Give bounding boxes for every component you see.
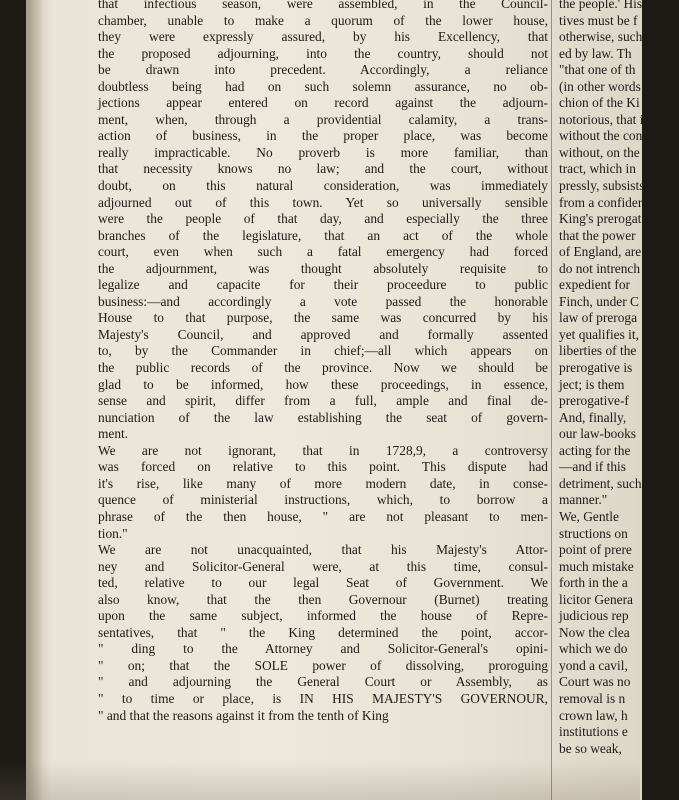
text-line: from a confider xyxy=(559,194,643,210)
text-line: crown law, h xyxy=(559,707,628,723)
text-line: action of business, in the proper place, was become xyxy=(98,128,548,144)
text-line: prerogative is xyxy=(559,360,633,376)
text-line: the public records of the province. Now we should be xyxy=(98,360,548,376)
text-line: Finch, under C xyxy=(559,293,639,309)
text-line: that the power xyxy=(559,227,636,243)
text-line: And, finally, xyxy=(559,409,627,425)
text-line: ject; is them xyxy=(559,376,625,392)
text-line: the adjournment, was thought absolutely requisite to xyxy=(98,260,548,276)
text-line: " ding to the Attorney and Solicitor-General's opini- xyxy=(98,641,548,657)
text-line: ment, when, through a providential calamity, a trans- xyxy=(98,111,548,127)
text-line: our law-books xyxy=(559,426,636,442)
text-line: We, Gentle xyxy=(559,508,619,524)
text-line: quence of ministerial instructions, which, to borrow a xyxy=(98,492,548,508)
text-line: yond a cavil, xyxy=(559,657,628,673)
text-line: Majesty's Council, and approved and formally assented xyxy=(98,326,548,342)
text-line: were the people of that day, and especially the three xyxy=(98,211,548,227)
text-line: tract, which in xyxy=(559,161,636,177)
text-line: sense and spirit, differ from a full, ample and final de- xyxy=(98,393,548,409)
text-line: pressly, subsists b xyxy=(559,178,655,194)
text-line: sentatives, that " the King determined the point, accor- xyxy=(98,624,548,640)
text-line: judicious rep xyxy=(559,608,629,624)
text-line: removal is n xyxy=(559,690,626,706)
text-line: "that one of th xyxy=(559,62,636,78)
text-line: really impracticable. No proverb is more familiar, than xyxy=(98,144,548,160)
text-line: court, even when such a fatal emergency had forced xyxy=(98,244,548,260)
text-line: of England, are xyxy=(559,244,642,260)
text-line: notorious, that it xyxy=(559,111,648,127)
text-line: doubt, on this natural consideration, was immediately xyxy=(98,178,548,194)
text-line: " to time or place, is IN HIS MAJESTY'S GOVERNOUR, xyxy=(98,690,548,706)
text-line: without the con xyxy=(559,128,643,144)
main-article-column xyxy=(98,0,548,724)
text-line: We are not ignorant, that in 1728,9, a controversy xyxy=(98,442,548,458)
text-line: House to that purpose, the same was concurred by his xyxy=(98,310,548,326)
text-line: be drawn into precedent. Accordingly, a reliance xyxy=(98,62,548,78)
text-line: ment. xyxy=(98,426,129,442)
text-line: " on; that the SOLE power of dissolving, proroguing xyxy=(98,657,548,673)
text-line: jections appear entered on record against the adjourn- xyxy=(98,95,548,111)
text-line: upon the same subject, informed the house of Repre- xyxy=(98,608,548,624)
page-fold-shadow xyxy=(28,0,44,800)
text-line: that infectious season, were assembled, in the Council- xyxy=(98,0,548,11)
text-line: liberties of the xyxy=(559,343,637,359)
newspaper-page xyxy=(26,0,655,800)
text-line: they were expressly assured, by his Excellency, that xyxy=(98,29,548,45)
text-line: adjourned out of this town. Yet so universally sensible xyxy=(98,194,548,210)
text-line: expedient for xyxy=(559,277,631,293)
text-line: prerogative-f xyxy=(559,393,629,409)
text-line: legalize and capacite for their proceedure to public xyxy=(98,277,548,293)
text-line: also know, that the then Governour (Burnet) treating xyxy=(98,591,548,607)
text-line: the people.' His xyxy=(559,0,643,11)
text-line: detriment, such xyxy=(559,475,642,491)
text-line: that necessity knows no law; and the court, without xyxy=(98,161,548,177)
text-line: King's prerogat xyxy=(559,211,642,227)
text-line: tives must be f xyxy=(559,12,638,28)
text-line: " and adjourning the General Court or Assembly, as xyxy=(98,674,548,690)
text-line: without, on the xyxy=(559,144,640,160)
text-line: phrase of the then house, " are not pleasant to men- xyxy=(98,508,548,524)
text-line: manner." xyxy=(559,492,608,508)
text-line: point of prere xyxy=(559,542,632,558)
text-line: otherwise, such p xyxy=(559,29,653,45)
text-line: to, by the Commander in chief;—all which appears on xyxy=(98,343,548,359)
text-line: much mistake xyxy=(559,558,634,574)
text-line: Now the clea xyxy=(559,624,630,640)
text-line: Court was no xyxy=(559,674,631,690)
text-line: was forced on relative to this point. This dispute had xyxy=(98,459,548,475)
text-line: " and that the reasons against it from the tenth of King xyxy=(98,707,389,723)
text-line: institutions e xyxy=(559,724,628,740)
text-line: business:—and accordingly a vote passed the honorable xyxy=(98,293,548,309)
text-line: which we do xyxy=(559,641,628,657)
text-line: chamber, unable to make a quorum of the lower house, xyxy=(98,12,548,28)
text-line: tion." xyxy=(98,525,128,541)
text-line: chion of the Ki xyxy=(559,95,640,111)
text-line: it's rise, like many of more modern date, in conse- xyxy=(98,475,548,491)
text-line: acting for the xyxy=(559,442,631,458)
text-line: forth in the a xyxy=(559,575,628,591)
text-line: glad to be informed, how these proceedings, in essence, xyxy=(98,376,548,392)
text-line: ed by law. Th xyxy=(559,45,632,61)
text-line: ted, relative to our legal Seat of Government. We xyxy=(98,575,548,591)
text-line: licitor Genera xyxy=(559,591,633,607)
text-line: nunciation of the law establishing the seat of govern- xyxy=(98,409,548,425)
text-line: (in other words xyxy=(559,78,641,94)
text-line: doubtless being had on such solemn assurance, no ob- xyxy=(98,78,548,94)
text-line: We are not unacquainted, that his Majesty's Attor- xyxy=(98,542,548,558)
text-line: law of preroga xyxy=(559,310,638,326)
text-line: the proposed adjourning, into the country, should not xyxy=(98,45,548,61)
right-article-column xyxy=(559,0,679,757)
text-line: branches of the legislature, that an act of the whole xyxy=(98,227,548,243)
text-line: —and if this xyxy=(559,459,626,475)
text-line: be so weak, xyxy=(559,740,622,756)
text-line: do not intrench xyxy=(559,260,641,276)
column-divider xyxy=(551,0,552,800)
text-line: ney and Solicitor-General were, at this time, consul- xyxy=(98,558,548,574)
text-line: structions on xyxy=(559,525,628,541)
text-line: yet qualifies it, xyxy=(559,326,639,342)
